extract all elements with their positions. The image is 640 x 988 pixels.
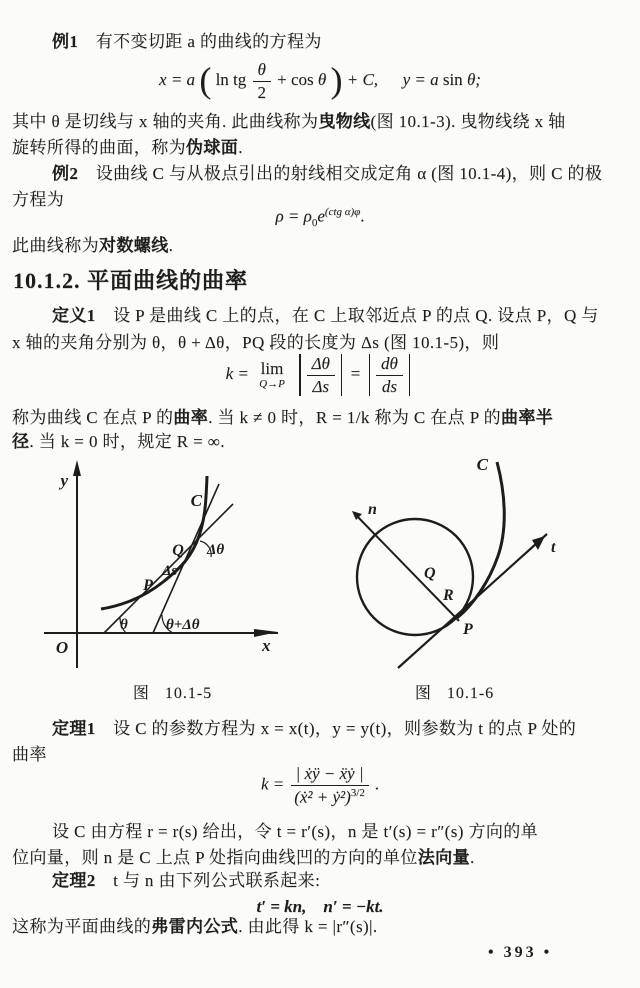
abs-bar xyxy=(299,354,301,396)
label-point-Q: Q xyxy=(172,542,184,559)
subscript-0: 0 xyxy=(311,217,318,230)
example1-label: 例1 xyxy=(52,32,79,51)
fraction-derivative xyxy=(376,354,403,396)
label-point-P2: P xyxy=(463,621,473,638)
text-seg: . xyxy=(168,236,174,255)
formula-curvature-limit xyxy=(0,354,640,396)
definition1-line2 xyxy=(12,331,632,354)
abs-bar xyxy=(341,354,343,396)
lim-subscript: Q→P xyxy=(259,378,285,391)
frenet-name-line xyxy=(12,915,632,938)
fraction-numerator: θ xyxy=(253,60,271,82)
frenet-equations: t′ = kn, n′ = −kt. xyxy=(256,897,384,916)
text-seg: 称为曲线 C 在点 P 的 xyxy=(12,408,174,427)
text-seg: 曲率 xyxy=(12,745,47,764)
log-spiral-line xyxy=(12,234,632,257)
lim-text: lim xyxy=(260,359,284,379)
label-normal-n: n xyxy=(368,501,377,518)
figure-10-1-5 xyxy=(44,460,278,668)
figure2-caption: 图 10.1-6 xyxy=(414,685,495,702)
figures-canvas xyxy=(0,448,640,680)
formula-parametric-curvature xyxy=(0,764,640,807)
term-frenet-formula: 弗雷内公式 xyxy=(151,917,239,936)
formula-lhs: x = a xyxy=(159,69,196,89)
term-pseudosphere: 伪球面 xyxy=(186,138,239,157)
fraction-theta-2 xyxy=(253,60,271,102)
text-seg: 其中 θ 是切线与 x 轴的夹角. 此曲线称为 xyxy=(12,112,319,131)
text-seg: 方程为 xyxy=(12,190,65,209)
plus-sign: + xyxy=(277,69,287,89)
definition1-line1 xyxy=(12,304,632,327)
sin-fn: sin xyxy=(442,69,463,89)
limit-operator xyxy=(259,360,285,390)
label-curve-C2: C xyxy=(476,455,488,474)
formula-log-spiral xyxy=(0,206,640,229)
fraction-numerator: dθ xyxy=(376,354,403,376)
text-seg: 这称为平面曲线的 xyxy=(12,917,152,936)
curvature-fraction xyxy=(291,764,369,807)
label-delta-theta: Δθ xyxy=(207,542,225,558)
example2-label: 例2 xyxy=(52,164,79,183)
tractrix-desc-line2 xyxy=(12,136,632,159)
theorem2-label: 定理2 xyxy=(52,871,96,890)
text-seg: . xyxy=(469,848,475,867)
text-seg: 位向量，则 n 是 C 上点 P 处指向曲线凹的方向的单位 xyxy=(12,848,418,867)
text-seg: t 与 n 由下列公式联系起来: xyxy=(95,871,321,890)
open-paren: ( xyxy=(199,59,212,100)
fraction-denominator: Δs xyxy=(312,376,330,396)
term-radius-part2: 径 xyxy=(12,432,30,451)
curvature-def-line1 xyxy=(12,406,632,429)
example2-line1 xyxy=(12,162,632,185)
period: . xyxy=(374,774,380,794)
label-theta: θ xyxy=(120,617,128,633)
abs-bar xyxy=(409,354,411,396)
term-log-spiral: 对数螺线 xyxy=(99,236,169,255)
fraction-dtheta-ds xyxy=(307,354,335,396)
cos-fn: cos xyxy=(290,69,314,89)
normal-line xyxy=(355,514,459,621)
k-lhs: k = xyxy=(225,363,249,383)
fraction-numerator: | ẋÿ − ẍẏ | xyxy=(291,764,369,786)
theorem1-line2 xyxy=(12,743,632,766)
term-tractrix: 曳物线 xyxy=(318,112,371,131)
text-seg: 设 P 是曲线 C 上的点，在 C 上取邻近点 P 的点 Q. 设点 P，Q 与 xyxy=(95,306,599,325)
label-tangent-t: t xyxy=(551,539,556,556)
theorem1-line1 xyxy=(12,717,632,740)
e-base: e xyxy=(317,206,325,226)
abs-bar xyxy=(369,354,371,396)
plus-c: + C, xyxy=(346,69,379,89)
ln-tg: ln tg xyxy=(215,69,247,89)
y-axis-arrow xyxy=(73,460,81,476)
label-origin: O xyxy=(55,638,69,657)
text-seg: (图 10.1-3). 曳物线绕 x 轴 xyxy=(370,112,566,131)
text-seg: 旋转所得的曲面，称为 xyxy=(12,138,186,157)
tangent-arrow xyxy=(532,536,545,550)
label-delta-s: Δs xyxy=(162,563,178,579)
close-paren: ) xyxy=(330,59,343,100)
fraction-denominator: ds xyxy=(381,376,397,396)
term-radius-part1: 曲率半 xyxy=(500,408,554,427)
period: . xyxy=(360,206,365,226)
fraction-denominator xyxy=(291,786,369,807)
label-x-axis: x xyxy=(262,636,271,655)
theta-var: θ xyxy=(317,69,327,89)
example1-line xyxy=(12,30,632,53)
den-exponent: 3/2 xyxy=(350,786,365,799)
frenet-line2 xyxy=(12,846,632,869)
exponent: (ctg α)φ xyxy=(324,206,361,218)
theorem1-label: 定理1 xyxy=(52,719,96,738)
text-seg: 设曲线 C 与从极点引出的射线相交成定角 α (图 10.1-4)，则 C 的极 xyxy=(78,164,603,183)
figure1-caption: 图 10.1-5 xyxy=(132,685,213,702)
tractrix-desc-line1 xyxy=(12,110,632,133)
text-seg: 此曲线称为 xyxy=(12,236,99,255)
figure-10-1-6 xyxy=(352,455,556,668)
label-center-Q: Q xyxy=(424,565,436,582)
theorem2-line xyxy=(12,869,632,892)
text-seg: . 当 k = 0 时，规定 R = ∞. xyxy=(29,432,225,451)
fraction-numerator: Δθ xyxy=(307,354,335,376)
formula-tractrix xyxy=(0,60,640,102)
text-seg: . xyxy=(238,138,243,157)
example1-text: 有不变切距 a 的曲线的方程为 xyxy=(78,32,322,51)
theta-end: θ; xyxy=(466,69,481,89)
page-number: • 393 • xyxy=(488,944,553,961)
text-seg: . 由此得 k = |r″(s)|. xyxy=(238,917,378,936)
label-y-axis: y xyxy=(60,471,68,490)
term-curvature: 曲率 xyxy=(173,408,209,427)
frenet-line1 xyxy=(12,820,632,843)
formula-frenet xyxy=(0,892,640,917)
y-eq: y = a xyxy=(402,69,439,89)
den-base: (ẋ² + ẏ²) xyxy=(294,787,351,807)
text-seg: 设 C 的参数方程为 x = x(t)，y = y(t)，则参数为 t 的点 P 处的 xyxy=(95,719,577,738)
term-normal-vector: 法向量 xyxy=(417,848,470,867)
k-lhs: k = xyxy=(260,774,285,794)
text-seg: . 当 k ≠ 0 时，R = 1/k 称为 C 在点 P 的 xyxy=(208,408,501,427)
text-seg: x 轴的夹角分别为 θ，θ + Δθ，PQ 段的长度为 Δs (图 10.1-5)，则 xyxy=(12,333,500,352)
text-seg: 设 C 由方程 r = r(s) 给出，令 t = r′(s)，n 是 t′(s) = r″(s) 方向的单 xyxy=(52,822,539,841)
definition1-label: 定义1 xyxy=(52,306,96,325)
label-theta-plus-dtheta: θ+Δθ xyxy=(166,617,200,633)
fraction-denominator: 2 xyxy=(257,82,266,102)
label-point-P: P xyxy=(143,577,153,594)
label-radius-R: R xyxy=(443,587,454,604)
section-heading: 10.1.2. 平面曲线的曲率 xyxy=(13,268,249,293)
equals-sign: = xyxy=(350,363,361,383)
label-curve-C: C xyxy=(190,491,202,510)
rho-lhs: ρ = ρ xyxy=(275,206,312,226)
